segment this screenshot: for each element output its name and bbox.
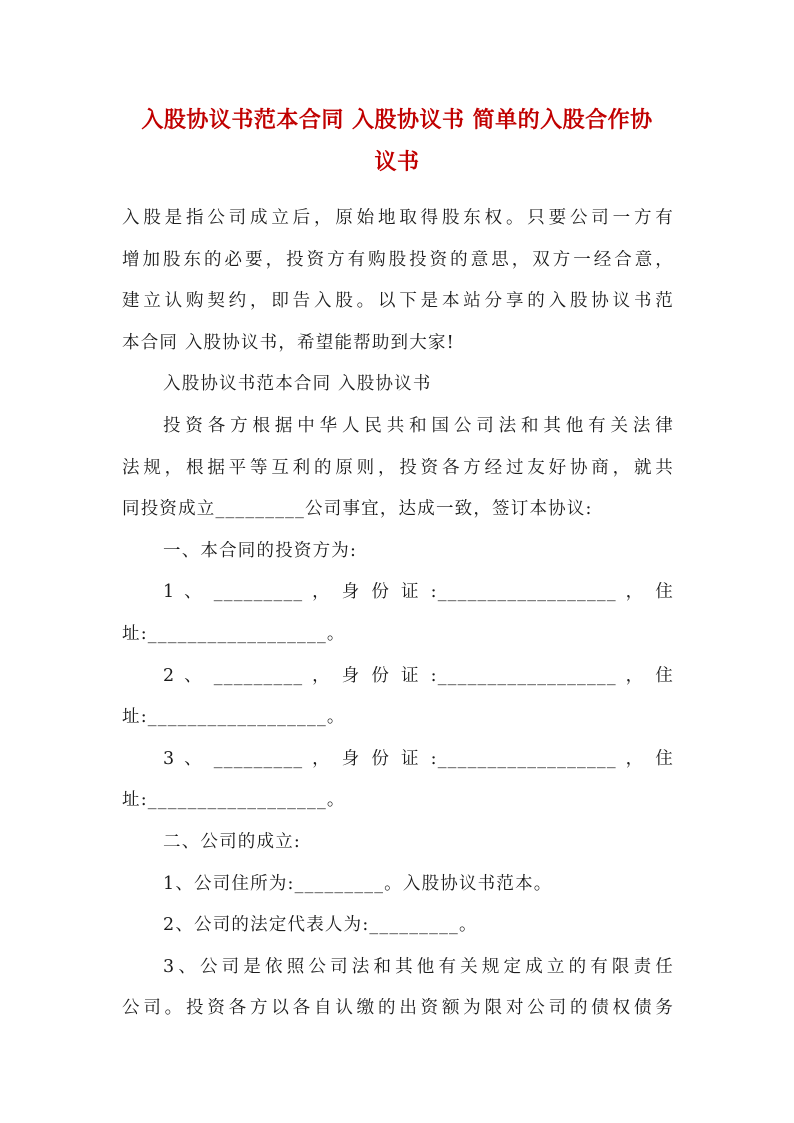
section2-heading [122,822,674,864]
investor-2-line-2: 址:__________________。 [122,707,346,728]
preamble-line-2: 法规，根据平等互利的原则，投资各方经过友好协商，就共 [122,457,674,478]
document-body [122,198,674,1030]
intro-line-4: 本合同 入股协议书，希望能帮助到大家! [122,332,455,353]
clause-3 [122,947,674,1030]
investor-2-line-1: 2 、 _________ ， 身 份 证 :__________________ ， 住 [163,665,674,686]
document-title [110,100,684,184]
section2-item [122,864,674,906]
intro-line-2: 增加股东的必要，投资方有购股投资的意思，双方一经合意， [122,249,674,270]
investor-item [122,656,674,739]
section1-heading [122,531,674,573]
subheading [122,364,674,406]
intro-paragraph [122,198,674,364]
investor-1-line-1: 1 、 _________ ， 身 份 证 :__________________ ， 住 [163,582,674,603]
investor-3-line-1: 3 、 _________ ， 身 份 证 :__________________ ， 住 [163,748,674,769]
subheading-text: 入股协议书范本合同 入股协议书 [163,374,432,395]
intro-line-1: 入股是指公司成立后，原始地取得股东权。只要公司一方有 [122,208,674,228]
section1-heading-text: 一、本合同的投资方为: [163,540,358,561]
section2-item-1: 1、公司住所为:_________。入股协议书范本。 [163,873,553,894]
investor-item [122,739,674,822]
clause-3-line-1: 3、公司是依照公司法和其他有关规定成立的有限责任 [163,956,674,977]
preamble-line-3: 同投资成立_________公司事宜，达成一致，签订本协议: [122,499,593,520]
preamble-paragraph [122,406,674,531]
intro-line-3: 建立认购契约，即告入股。以下是本站分享的入股协议书范 [122,291,674,312]
investor-item [122,572,674,655]
preamble-line-1: 投资各方根据中华人民共和国公司法和其他有关法律 [163,415,674,436]
title-line-1: 入股协议书范本合同 入股协议书 简单的入股合作协 [141,108,653,133]
title-line-2: 议书 [374,150,420,175]
section2-item-2: 2、公司的法定代表人为:_________。 [163,915,478,936]
investor-3-line-2: 址:__________________。 [122,790,346,811]
investor-1-line-2: 址:__________________。 [122,623,346,644]
section2-item [122,905,674,947]
clause-3-line-2: 公司。投资各方以各自认缴的出资额为限对公司的债权债务 [122,998,674,1019]
section2-heading-text: 二、公司的成立: [163,831,301,852]
